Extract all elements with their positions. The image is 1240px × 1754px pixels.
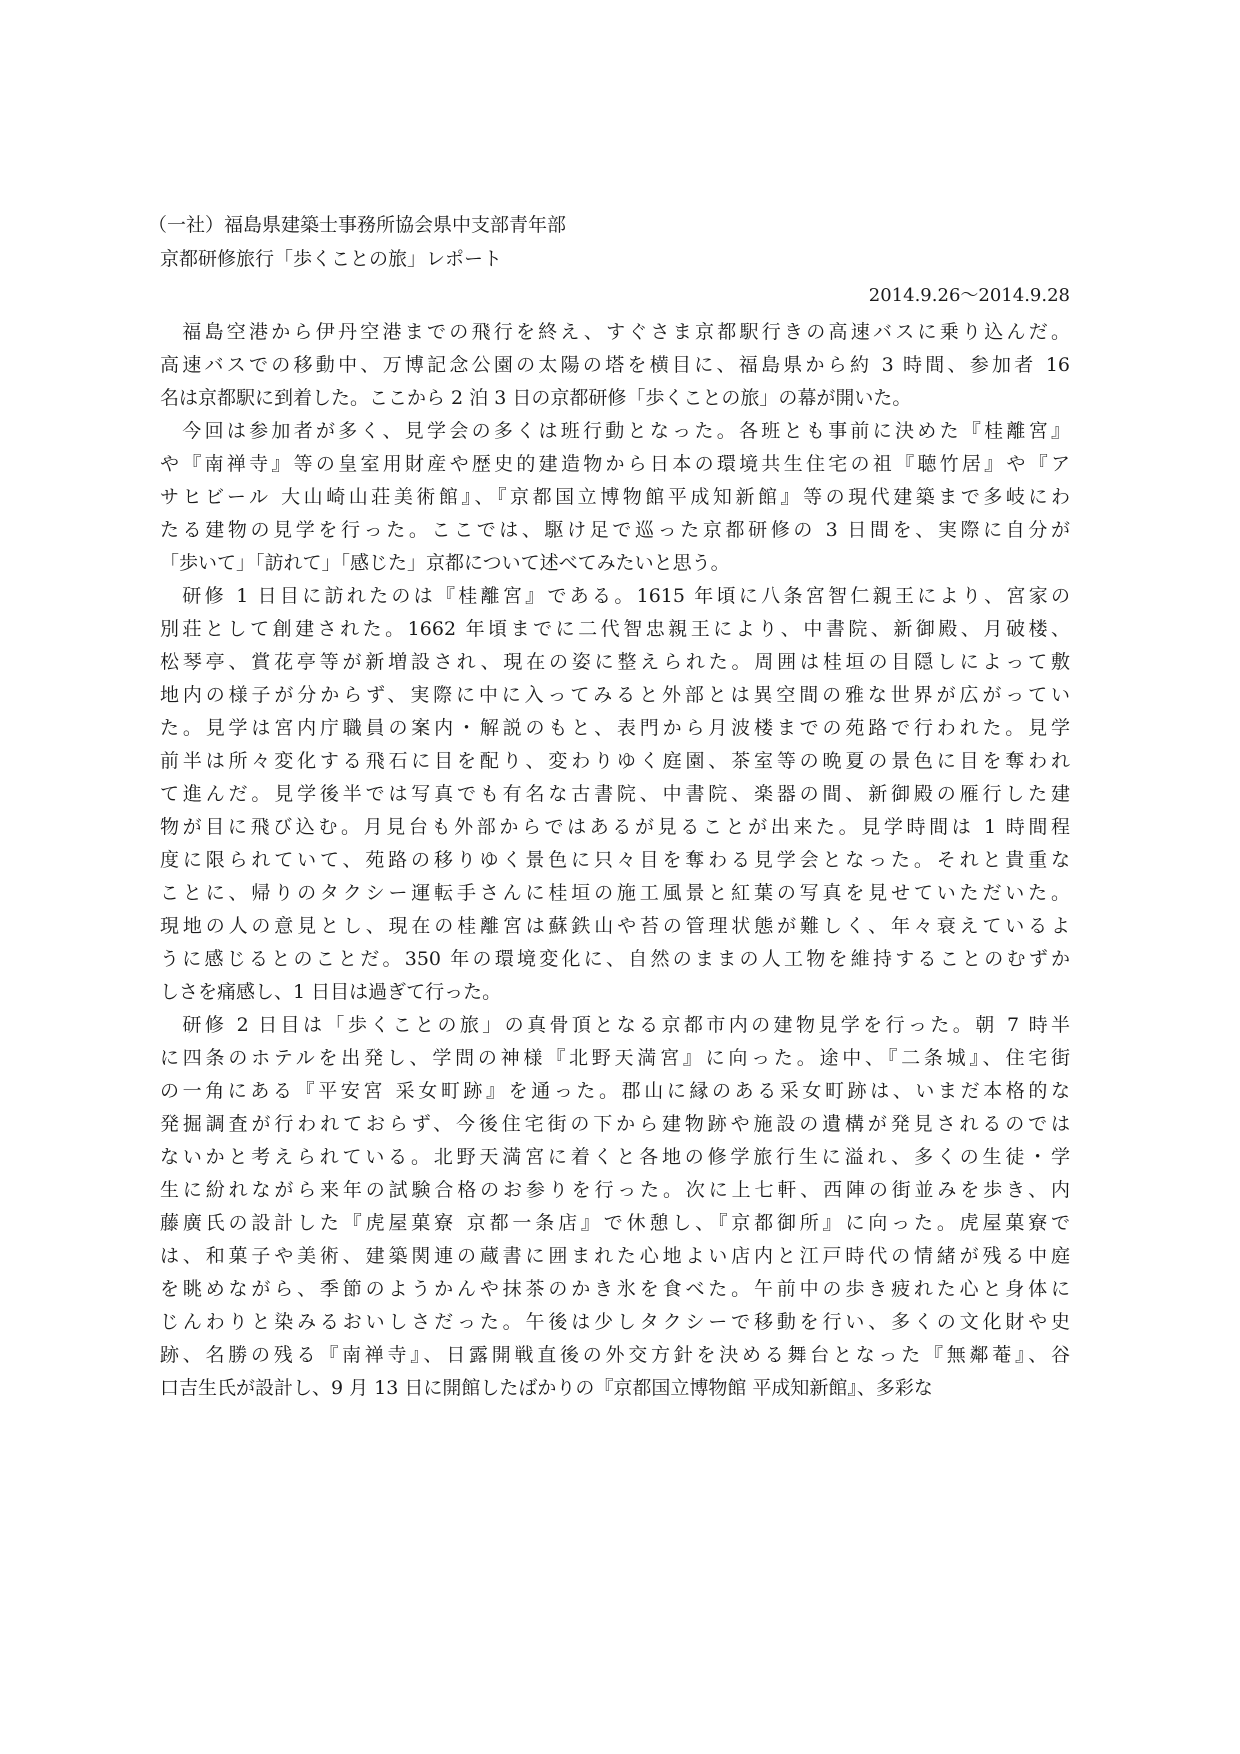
paragraph — [160, 1009, 1070, 1405]
text-line: 地内の様子が分からず、実際に中に入ってみると外部とは異空間の雅な世界が広がってい — [160, 684, 1070, 706]
text-line: や『南禅寺』等の皇室用財産や歴史的建造物から日本の環境共生住宅の祖『聴竹居』や『ア — [160, 453, 1070, 475]
trip-date-range: 2014.9.26〜2014.9.28 — [868, 285, 1070, 306]
document-page — [148, 208, 1070, 1405]
text-line: たる建物の見学を行った。ここでは、駆け足で巡った京都研修の 3 日間を、実際に自分が — [160, 519, 1070, 541]
text-line: 別荘として創建された。1662 年頃までに二代智忠親王により、中書院、新御殿、月破楼、 — [160, 618, 1070, 640]
text-line: 前半は所々変化する飛石に目を配り、変わりゆく庭園、茶室等の晩夏の景色に目を奪われ — [160, 750, 1070, 772]
text-line: 現地の人の意見とし、現在の桂離宮は蘇鉄山や苔の管理状態が難しく、年々衰えているよ — [160, 915, 1070, 937]
text-line: 発掘調査が行われておらず、今後住宅街の下から建物跡や施設の遺構が発見されるのでは — [160, 1113, 1070, 1135]
text-line: 跡、名勝の残る『南禅寺』、日露開戦直後の外交方針を決める舞台となった『無鄰菴』、谷 — [160, 1344, 1070, 1366]
report-title: 京都研修旅行「歩くことの旅」レポート — [160, 248, 503, 270]
text-line: 研修 1 日目に訪れたのは『桂離宮』である。1615 年頃に八条宮智仁親王により、宮家の — [160, 585, 1070, 607]
text-line: に四条のホテルを出発し、学問の神様『北野天満宮』に向った。途中、『二条城』、住宅街 — [160, 1047, 1070, 1069]
paragraph — [160, 580, 1070, 1009]
text-line: 福島空港から伊丹空港までの飛行を終え、すぐさま京都駅行きの高速バスに乗り込んだ。 — [160, 321, 1070, 343]
text-line: を眺めながら、季節のようかんや抹茶のかき氷を食べた。午前中の歩き疲れた心と身体に — [160, 1278, 1070, 1300]
text-line: サヒビール 大山崎山荘美術館』、『京都国立博物館平成知新館』等の現代建築まで多岐にわ — [160, 486, 1070, 508]
text-line: 度に限られていて、苑路の移りゆく景色に只々目を奪わる見学会となった。それと貴重な — [160, 849, 1070, 871]
report-body — [160, 316, 1070, 1405]
text-line: ことに、帰りのタクシー運転手さんに桂垣の施工風景と紅葉の写真を見せていただいた。 — [160, 882, 1070, 904]
organization-name: （一社）福島県建築士事務所協会県中支部青年部 — [148, 214, 567, 236]
text-line: 「歩いて」「訪れて」「感じた」京都について述べてみたいと思う。 — [160, 552, 730, 574]
text-line: 松琴亭、賞花亭等が新増設され、現在の姿に整えられた。周囲は桂垣の目隠しによって敷 — [160, 651, 1070, 673]
text-line: の一角にある『平安宮 采女町跡』を通った。郡山に縁のある采女町跡は、いまだ本格的な — [160, 1080, 1070, 1102]
text-line: 高速バスでの移動中、万博記念公園の太陽の塔を横目に、福島県から約 3 時間、参加者 16 — [160, 354, 1070, 376]
text-line: じんわりと染みるおいしさだった。午後は少しタクシーで移動を行い、多くの文化財や史 — [160, 1311, 1070, 1333]
paragraph — [160, 316, 1070, 415]
text-line: 藤廣氏の設計した『虎屋菓寮 京都一条店』で休憩し、『京都御所』に向った。虎屋菓寮で — [160, 1212, 1070, 1234]
text-line: ないかと考えられている。北野天満宮に着くと各地の修学旅行生に溢れ、多くの生徒・学 — [160, 1146, 1070, 1168]
text-line: 生に紛れながら来年の試験合格のお参りを行った。次に上七軒、西陣の街並みを歩き、内 — [160, 1179, 1070, 1201]
text-line: しさを痛感し、1 日目は過ぎて行った。 — [160, 981, 502, 1003]
text-line: て進んだ。見学後半では写真でも有名な古書院、中書院、楽器の間、新御殿の雁行した建 — [160, 783, 1070, 805]
text-line: 研修 2 日目は「歩くことの旅」の真骨頂となる京都市内の建物見学を行った。朝 7 時半 — [160, 1014, 1070, 1036]
text-line: 名は京都駅に到着した。ここから 2 泊 3 日の京都研修「歩くことの旅」の幕が開いた。 — [160, 387, 912, 409]
text-line: た。見学は宮内庁職員の案内・解説のもと、表門から月波楼までの苑路で行われた。見学 — [160, 717, 1070, 739]
text-line: は、和菓子や美術、建築関連の蔵書に囲まれた心地よい店内と江戸時代の情緒が残る中庭 — [160, 1245, 1070, 1267]
text-line: うに感じるとのことだ。350 年の環境変化に、自然のままの人工物を維持することのむずか — [160, 948, 1070, 970]
text-line: 今回は参加者が多く、見学会の多くは班行動となった。各班とも事前に決めた『桂離宮』 — [160, 420, 1070, 442]
text-line: 物が目に飛び込む。月見台も外部からではあるが見ることが出来た。見学時間は 1 時間程 — [160, 816, 1070, 838]
text-line: 口吉生氏が設計し、9 月 13 日に開館したばかりの『京都国立博物館 平成知新館』、多彩な — [160, 1377, 933, 1399]
paragraph — [160, 415, 1070, 580]
